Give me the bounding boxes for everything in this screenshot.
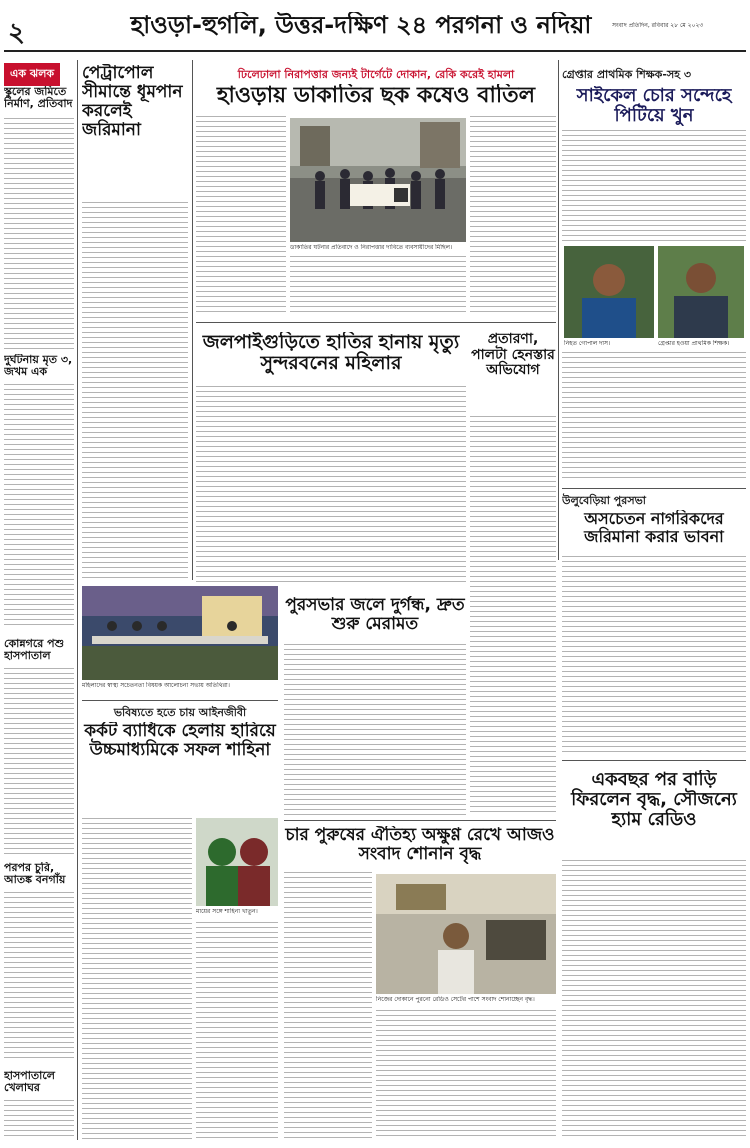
page-number: ২ <box>8 18 25 48</box>
headline: সাইকেল চোর সন্দেহে পিটিয়ে খুন <box>576 86 732 127</box>
left-column <box>4 62 74 1142</box>
article-body <box>284 644 466 816</box>
page-header <box>0 0 750 52</box>
page-meta: সংবাদ প্রতিদিন, রবিবার ২৮ মে ২০২৩ <box>612 22 704 29</box>
headline: স্কুলের জমিতে নির্মাণ, প্রতিবাদ <box>4 86 73 111</box>
article-body <box>196 386 466 582</box>
headline: অসচেতন নাগরিকদের জরিমানা করার ভাবনা <box>584 510 724 546</box>
headline: দুর্ঘটনায় মৃত ৩, জখম এক <box>4 354 73 379</box>
headline: পেট্রাপোল সীমান্তে ধূমপান করলেই জরিমানা <box>82 64 183 141</box>
headline: কোন্নগরে পশু হাসপাতাল <box>4 638 65 663</box>
headline: একবছর পর বাড়ি ফিরলেন বৃদ্ধ, সৌজন্যে হ্যাম রেডিও <box>571 770 737 831</box>
article-body <box>562 352 746 482</box>
article-body <box>82 202 188 582</box>
divider <box>196 322 556 323</box>
shop-photo <box>376 874 556 994</box>
col-separator <box>77 60 78 1140</box>
photo-caption: ডাকাতির ঘটনার প্রতিবাদে ও নিরাপত্তার দাবিতে ব্যবসায়ীদের মিছিল। <box>290 244 453 251</box>
article-body <box>4 118 74 353</box>
photo-caption: মহিলাদের স্বাস্থ্য সচেতনতা বিষয়ক আলোচনা সভায় অতিথিরা। <box>82 682 230 689</box>
headline: চার পুরুষের ঐতিহ্য অক্ষুণ্ণ রেখে আজও সংবাদ শোনান বৃদ্ধ <box>285 826 555 865</box>
article-body <box>470 116 556 316</box>
photo-caption: গ্রেপ্তার হওয়া প্রাথমিক শিক্ষক। <box>658 340 730 347</box>
divider <box>562 760 746 761</box>
article-body <box>562 860 746 1140</box>
article-body <box>4 668 74 854</box>
article-body <box>562 556 746 752</box>
article-body <box>196 116 286 316</box>
photo-caption: নিজের দোকানে পুরনো রেডিও সেটের পাশে সংবাদ শোনাচ্ছেন বৃদ্ধ। <box>376 996 535 1003</box>
col-separator <box>192 60 193 580</box>
article-body <box>470 416 556 816</box>
article-body <box>290 256 466 316</box>
victim-photo <box>564 246 654 338</box>
col-separator <box>558 60 559 560</box>
headline: কর্কট ব্যাধিকে হেলায় হারিয়ে উচ্চমাধ্যমিকে সফল শাহিনা <box>84 722 276 761</box>
photo-caption: নিহত গোপাল দাস। <box>564 340 611 347</box>
stage-photo <box>82 586 278 680</box>
divider <box>562 488 746 489</box>
headline: হাসপাতালে খেলাঘর <box>4 1070 55 1095</box>
article-body <box>4 892 74 1062</box>
article-body <box>376 1010 556 1140</box>
article-body <box>4 384 74 629</box>
article-body <box>196 922 278 1140</box>
uluberia-kicker: উলুবেড়িয়া পুরসভা <box>562 494 646 507</box>
section-tag: এক ঝলক <box>4 63 60 86</box>
shahina-kicker: ভবিষ্যতে হতে চায় আইনজীবী <box>113 706 247 719</box>
photo-caption: মায়ের সঙ্গে শাহিনা খাতুন। <box>196 908 258 915</box>
article-body <box>562 130 746 242</box>
accused-photo <box>658 246 744 338</box>
shahina-photo <box>196 818 278 906</box>
main-kicker: ঢিলেঢালা নিরাপত্তার জন্যই টার্গেটে দোকান, রেকি করেই হামলা <box>237 68 515 81</box>
main-headline: হাওড়ায় ডাকাতির ছক কষেও বাতিল <box>216 84 536 108</box>
article-body <box>284 872 372 1140</box>
header-rule <box>4 50 746 52</box>
article-body <box>82 818 192 1140</box>
divider <box>82 700 278 701</box>
page-title: হাওড়া-হুগলি, উত্তর-দক্ষিণ ২৪ পরগনা ও নদিয়া <box>130 12 592 39</box>
divider <box>284 820 556 821</box>
headline: পুরসভার জলে দুর্গন্ধ, দ্রুত শুরু মেরামত <box>285 596 465 635</box>
headline: পরপর চুরি, আতঙ্ক বনগাঁয় <box>4 862 66 887</box>
headline: জলপাইগুড়িতে হাতির হানায় মৃত্যু সুন্দরবনের মহিলার <box>202 332 460 375</box>
rally-photo <box>290 118 466 242</box>
headline: প্রতারণা, পালটা হেনস্তার অভিযোগ <box>471 332 555 379</box>
article-body <box>4 1100 74 1140</box>
right-kicker: গ্রেপ্তার প্রাথমিক শিক্ষক-সহ ৩ <box>562 68 691 81</box>
